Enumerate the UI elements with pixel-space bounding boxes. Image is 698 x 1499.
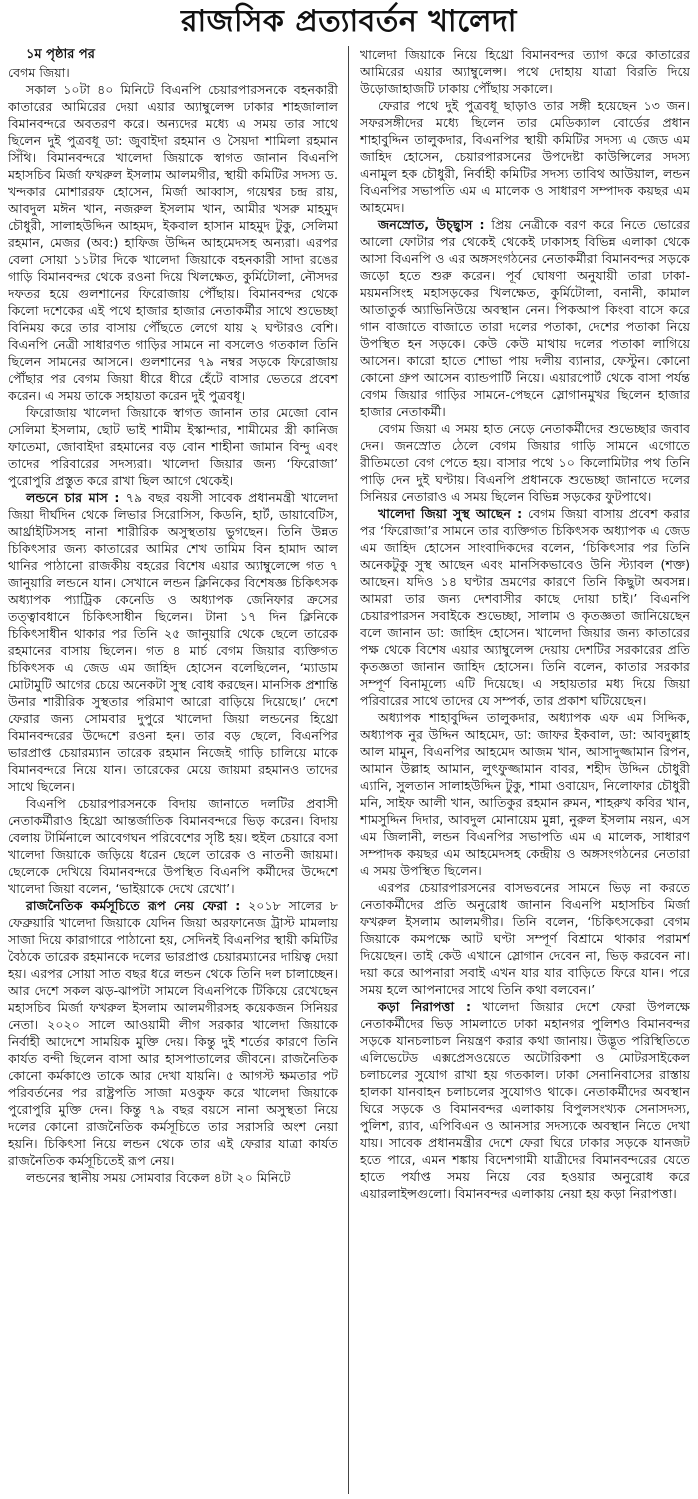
paragraph: বেগম জিয়া। xyxy=(8,65,70,80)
paragraph: সকাল ১০টা ৪০ মিনিটে বিএনপি চেয়ারপারসনকে বহনকারী কাতারের আমিরের দেয়া এয়ার অ্যাম্বুলেন্স ঢাকার শাহজালাল বিমানবন্দরে অবতরণ করে। অন্যদের মধ্যে এ সময় তার সাথে ছিলেন দুই পুত্রবধূ ডা: জুবাইদা রহমান ও সৈয়দা শামিলা রহমান সিঁথি। বিমানবন্দরে খালেদা জিয়াকে স্বাগত জানান বিএনপি মহাসচিব মির্জা ফখরুল ইসলাম আলমগীর, স্থায়ী কমিটির সদস্য ড. খন্দকার মোশাররফ হোসেন, মির্জা আব্বাস, গয়েশ্বর চন্দ্র রায়, আবদুল মঈন খান, নজরুল ইসলাম খান, আমীর খসরু মাহমুদ চৌধুরী, সালাহউদ্দিন আহমদ, ইকবাল হাসান মাহমুদ টুকু, সেলিমা রহমান, মেজর (অব:) হাফিজ উদ্দিন আহমেদসহ অন্যরা। এরপর বেলা সোয়া ১১টার দিকে খালেদা জিয়াকে বহনকারী সাদা রঙের গাড়ি বিমানবন্দর থেকে রওনা দিয়ে খিলক্ষেত, কুর্মিটোলা, নৌসদর দফতর হয়ে গুলশানের ফিরোজায় পৌঁছায়। বিমানবন্দর থেকে কিলো দশেকের এই পথে হাজার হাজার নেতাকর্মীর সাথে শুভেচ্ছা বিনিময় করে তার বাসায় পৌঁছতে লেগে যায় ২ ঘণ্টারও বেশি। বিএনপি নেত্রী সাধারণত গাড়ির সামনে না বসলেও গতকাল তিনি ছিলেন সামনের আসনে। গুলশানের ৭৯ নম্বর সড়কে ফিরোজায় পৌঁছার পর বেগম জিয়া ধীরে ধীরে হেঁটে বাসার ভেতরে প্রবেশ করেন। এ সময় তাকে সহায়তা করেন দুই পুত্রবধূ। xyxy=(8,82,338,403)
article-column-right xyxy=(360,46,690,1494)
paragraph-with-subhead xyxy=(8,897,338,1169)
paragraph: লন্ডনের স্থানীয় সময় সোমবার বিকেল ৪টা ২০ মিনিটে xyxy=(26,1170,291,1185)
paragraph-with-subhead xyxy=(360,216,690,420)
paragraph-text: প্রিয় নেত্রীকে বরণ করে নিতে ভোরের আলো ফোটার পর থেকেই থেকেই ঢাকাসহ বিভিন্ন এলাকা থেকে আসা বিএনপি ও এর অঙ্গসংগঠনের নেতাকর্মীরা বিমানবন্দর সড়কে জড়ো হতে শুরু করেন। পূর্ব ঘোষণা অনুযায়ী তারা ঢাকা-ময়মনসিংহ মহাসড়কের খিলক্ষেত, কুর্মিটোলা, বনানী, কামাল আতাতুর্ক অ্যাভিনিউয়ে অবস্থান নেন। পিকআপ কিংবা বাসে করে গান বাজাতে বাজাতে তারা দলের পতাকা, দেশের পতাকা নিয়ে উপস্থিত হন সড়কে। কেউ কেউ মাথায় দলের পতাকা লাগিয়ে আসেন। কারো হাতে শোভা পায় দলীয় ব্যানার, ফেস্টুন। কোনো কোনো গ্রুপ আসেন ব্যান্ডপার্টি নিয়ে। এয়ারপোর্ট থেকে বাসা পর্যন্ত বেগম জিয়ার গাড়ির সামনে-পেছনে স্লোগানমুখর ছিলেন হাজার হাজার নেতাকর্মী। xyxy=(360,217,690,419)
article-column-left xyxy=(8,46,338,1494)
paragraph-text: বেগম জিয়া বাসায় প্রবেশ করার পর ‘ফিরোজা’র সামনে তার ব্যক্তিগত চিকিৎসক অধ্যাপক এ জেড এম জাহিদ হোসেন সাংবাদিকদের বলেন, ‘চিকিৎসার পর তিনি অনেকটুকু সুস্থ আছেন এবং মানসিকভাবেও উনি স্ট্যাবল (শক্ত) আছেন। যদিও ১৪ ঘণ্টার ভ্রমণের কারণে তিনি কিছুটা অবসন্ন। আমরা তার জন্য দেশবাসীর কাছে দোয়া চাই।’ বিএনপি চেয়ারপারসন সবাইকে শুভেচ্ছা, সালাম ও কৃতজ্ঞতা জানিয়েছেন বলে জানান ডা: জাহিদ হোসেন। খালেদা জিয়ার জন্য কাতারের পক্ষ থেকে বিশেষ এয়ার অ্যাম্বুলেন্স দেয়ায় দেশটির সরকারের প্রতি কৃতজ্ঞতা জানান জাহিদ হোসেন। তিনি বলেন, কাতার সরকার সম্পূর্ণ বিনামূল্যে এটি দিয়েছে। এ সহায়তার মধ্য দিয়ে জিয়া পরিবারের সাথে তাদের যে সম্পর্ক, তার প্রকাশ ঘটিয়েছেন। xyxy=(360,506,690,708)
paragraph-text: ৭৯ বছর বয়সী সাবেক প্রধানমন্ত্রী খালেদা জিয়া দীর্ঘদিন থেকে লিভার সিরোসিস, কিডনি, হার্ট, ডায়াবেটিস, আর্থ্রাইটিসসহ নানা শারীরিক অসুস্থতায় ভুগছেন। তিনি উন্নত চিকিৎসার জন্য কাতারের আমির শেখ তামিম বিন হামাদ আল থানির পাঠানো রাজকীয় বহরের বিশেষ এয়ার অ্যাম্বুলেন্সে গত ৭ জানুয়ারি লন্ডনে যান। সেখানে লন্ডন ক্লিনিকের বিশেষজ্ঞ চিকিৎসক অধ্যাপক প্যাট্রিক কেনেডি ও অধ্যাপক জেনিফার ক্রসের তত্ত্বাবধানে চিকিৎসাধীন ছিলেন। টানা ১৭ দিন ক্লিনিকে চিকিৎসাধীন থাকার পর তিনি ২৫ জানুয়ারি থেকে ছেলে তারেক রহমানের বাসায় ছিলেন। গত ৪ মার্চ বেগম জিয়ার ব্যক্তিগত চিকিৎসক এ জেড এম জাহিদ হোসেন বলেছিলেন, ‘ম্যাডাম মোটামুটি আগের চেয়ে অনেকটা সুস্থ বোধ করছেন। মানসিক প্রশান্তি উনার শারীরিক সুস্থতার পরিমাণ আরো বাড়িয়ে দিয়েছে।’ দেশে ফেরার জন্য সোমবার দুপুরে খালেদা জিয়া লন্ডনের হিথ্রো বিমানবন্দরের উদ্দেশে রওনা হন। তার বড় ছেলে, বিএনপির ভারপ্রাপ্ত চেয়ারম্যান তারেক রহমান নিজেই গাড়ি চালিয়ে মাকে বিমানবন্দরে নিয়ে যান। তারেকের মেয়ে জায়মা রহমানও তাদের সাথে ছিলেন। xyxy=(8,490,338,794)
paragraph: ফিরোজায় খালেদা জিয়াকে স্বাগত জানান তার মেজো বোন সেলিমা ইসলাম, ছোট ভাই শামীম ইস্কান্দার, শামীমের স্ত্রী কানিজ ফাতেমা, জোবাইদা রহমানের বড় বোন শাহীনা জামান বিন্দু এবং তাদের পরিবারের সদস্যরা। খালেদা জিয়ার জন্য ‘ফিরোজা’ পুরোপুরি প্রস্তুত করে রাখা ছিল আগে থেকেই। xyxy=(8,405,338,488)
continuation-kicker: ১ম পৃষ্ঠার পর xyxy=(26,47,95,62)
subheading: খালেদা জিয়া সুস্থ আছেন : xyxy=(378,506,523,521)
paragraph: অধ্যাপক শাহাবুদ্দিন তালুকদার, অধ্যাপক এফ এম সিদ্দিক, অধ্যাপক নুর উদ্দিন আহমেদ, ডা: জাফর ইকবাল, ডা: আবদুল্লাহ আল মামুন, বিএনপির আহমেদ আজম খান, আসাদুজ্জামান রিপন, আমান উল্লাহ আমান, লুৎফুজ্জামান বাবর, শহীদ উদ্দিন চৌধুরী এ্যানি, সুলতান সালাহউদ্দিন টুকু, শামা ওবায়েদ, নিলোফার চৌধুরী মনি, সাইফ আলী খান, আতিকুর রহমান রুমন, শাহরুখ কবির খান, শামসুদ্দিন দিদার, আবদুল মোনায়েম মুন্না, নুরুল ইসলাম নয়ন, এস এম জিলানী, লন্ডন বিএনপির সভাপতি এম এ মালেক, সাধারণ সম্পাদক কয়ছর এম আহমেদসহ কেন্দ্রীয় ও অঙ্গসংগঠনের নেতারা এ সময় উপস্থিত ছিলেন। xyxy=(360,710,690,878)
subheading: লন্ডনে চার মাস : xyxy=(26,490,120,505)
subheading: রাজনৈতিক কর্মসূচিতে রূপ নেয় ফেরা : xyxy=(26,898,241,913)
paragraph-with-subhead xyxy=(8,489,338,795)
paragraph: এরপর চেয়ারপারসনের বাসভবনের সামনে ভিড় না করতে নেতাকর্মীদের প্রতি অনুরোধ জানান বিএনপি মহাসচিব মির্জা ফখরুল ইসলাম আলমগীর। তিনি বলেন, ‘চিকিৎসকেরা বেগম জিয়াকে কমপক্ষে আট ঘণ্টা সম্পূর্ণ বিশ্রামে থাকার পরামর্শ দিয়েছেন। তাই কেউ এখানে স্লোগান দেবেন না, ভিড় করবেন না। দয়া করে আপনারা সবাই এখন যার যার বাড়িতে ফিরে যান। পরে সময় হলে আপনাদের সাথে তিনি কথা বলবেন।’ xyxy=(360,880,690,997)
paragraph-text: ২০১৮ সালের ৮ ফেব্রুয়ারি খালেদা জিয়াকে যেদিন জিয়া অরফানেজ ট্রাস্ট মামলায় সাজা দিয়ে কারাগারে পাঠানো হয়, সেদিনই বিএনপির স্থায়ী কমিটির বৈঠকে তারেক রহমানকে দলের ভারপ্রাপ্ত চেয়ারম্যানের দায়িত্ব দেয়া হয়। এরপর সোয়া সাত বছর ধরে লন্ডন থেকে তিনি দল চালাচ্ছেন। আর দেশে সকল ঝড়-ঝাপটা সামলে বিএনপিকে টিকিয়ে রেখেছেন মহাসচিব মির্জা ফখরুল ইসলাম আলমগীরসহ কয়েকজন সিনিয়র নেতা। ২০২০ সালে আওয়ামী লীগ সরকার খালেদা জিয়াকে নির্বাহী আদেশে সাময়িক মুক্তি দেয়। কিন্তু দুই শর্তের কারণে তিনি কার্যত বন্দী ছিলেন বাসা আর হাসপাতালের জীবনে। রাজনৈতিক কোনো কর্মকাণ্ডে তাকে আর দেখা যায়নি। ৫ আগস্ট ক্ষমতার পট পরিবর্তনের পর রাষ্ট্রপতি সাজা মওকুফ করে খালেদা জিয়াকে পুরোপুরি মুক্তি দেন। কিন্তু ৭৯ বছর বয়সে নানা অসুস্থতা নিয়ে দলের কোনো রাজনৈতিক কর্মসূচিতে তার সরাসরি অংশ নেয়া হয়নি। চিকিৎসা নিয়ে লন্ডন থেকে তার এই ফেরার যাত্রা কার্যত রাজনৈতিক কর্মসূচিতেই রূপ নেয়। xyxy=(8,898,338,1168)
headline: রাজসিক প্রত্যাবর্তন খালেদা xyxy=(180,4,517,39)
column-divider xyxy=(348,46,349,1494)
subheading: কড়া নিরাপত্তা : xyxy=(378,999,472,1014)
paragraph-text: খালেদা জিয়ার দেশে ফেরা উপলক্ষে নেতাকর্মীদের ভিড় সামলাতে ঢাকা মহানগর পুলিশও বিমানবন্দর সড়কে যানচলাচল নিয়ন্ত্রণ করার কথা জানায়। উদ্ভূত পরিস্থিতিতে এলিভেটেড এক্সপ্রেসওয়েতে অটোরিকশা ও মোটরসাইকেল চলাচলের সুযোগ রাখা হয় গতকাল। ঢাকা সেনানিবাসের রাস্তায় হালকা যানবাহন চলাচলের সুযোগও থাকে। নেতাকর্মীদের অবস্থান ঘিরে সড়কে ও বিমানবন্দর এলাকায় বিপুলসংখ্যক সেনাসদস্য, পুলিশ, র‍্যাব, এপিবিএন ও আনসার সদস্যকে অবস্থান নিতে দেখা যায়। সাবেক প্রধানমন্ত্রীর দেশে ফেরা ঘিরে ঢাকার সড়কে যানজট হতে পারে, এমন শঙ্কায় বিদেশগামী যাত্রীদের বিমানবন্দরের যেতে হাতে পর্যাপ্ত সময় নিয়ে বের হওয়ার অনুরোধ করে এয়ারলাইন্সগুলো। বিমানবন্দর এলাকায় নেয়া হয় কড়া নিরাপত্তা। xyxy=(360,999,690,1201)
paragraph-with-subhead xyxy=(360,998,690,1202)
paragraph: বিএনপি চেয়ারপারসনকে বিদায় জানাতে দলটির প্রবাসী নেতাকর্মীরাও হিথ্রো আন্তর্জাতিক বিমানবন্দরে ভিড় করেন। বিদায় বেলায় টার্মিনালে আবেগঘন পরিবেশের সৃষ্টি হয়। হুইল চেয়ারে বসা খালেদা জিয়াকে জড়িয়ে ধরেন ছেলে তারেক ও নাতনী জায়মা। ছেলেকে দেখিয়ে বিমানবন্দরে উপস্থিত বিএনপি কর্মীদের উদ্দেশে খালেদা জিয়া বলেন, ‘ভাইয়াকে দেখে রেখো’। xyxy=(8,796,338,896)
subheading: জনস্রোত, উচ্ছ্বাস : xyxy=(378,217,485,232)
paragraph: ফেরার পথে দুই পুত্রবধূ ছাড়াও তার সঙ্গী হয়েছেন ১৩ জন। সফরসঙ্গীদের মধ্যে ছিলেন তার মেডিক্যাল বোর্ডের প্রধান শাহাবুদ্দিন তালুকদার, বিএনপির স্থায়ী কমিটির সদস্য এ জেড এম জাহিদ হোসেন, চেয়ারপারসনের উপদেষ্টা কাউন্সিলের সদস্য এনামুল হক চৌধুরী, নির্বাহী কমিটির সদস্য তাবিথ আউয়াল, লন্ডন বিএনপির সভাপতি এম এ মালেক ও সাধারণ সম্পাদক কয়ছর এম আহমেদ। xyxy=(360,98,690,215)
paragraph: খালেদা জিয়াকে নিয়ে হিথ্রো বিমানবন্দর ত্যাগ করে কাতারের আমিরের এয়ার অ্যাম্বুলেন্স। পথে দোহায় যাত্রা বিরতি দিয়ে উড়োজাহাজটি ঢাকায় পৌঁছায় সকালে। xyxy=(360,47,690,96)
paragraph-with-subhead xyxy=(360,505,690,709)
paragraph: বেগম জিয়া এ সময় হাত নেড়ে নেতাকর্মীদের শুভেচ্ছার জবাব দেন। জনস্রোত ঠেলে বেগম জিয়ার গাড়ি সামনে এগোতে রীতিমতো বেগ পেতে হয়। বাসার পথে ১০ কিলোমিটার পথ তিনি পাড়ি দেন দুই ঘণ্টায়। বিএনপি প্রধানকে শুভেচ্ছা জানাতে দলের সিনিয়র নেতারাও এ সময় ছিলেন বিভিন্ন সড়কের ফুটপাথে। xyxy=(360,421,690,504)
